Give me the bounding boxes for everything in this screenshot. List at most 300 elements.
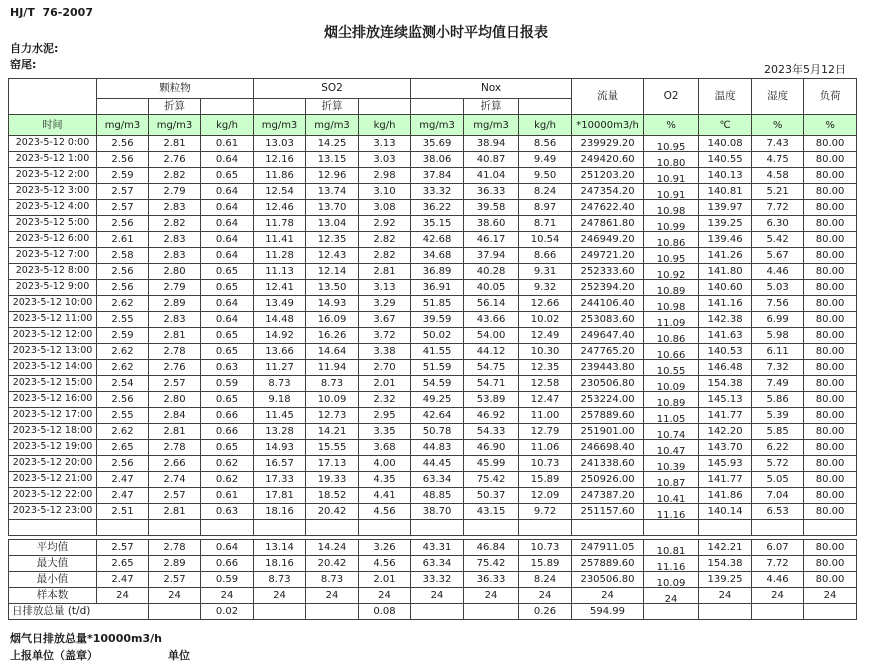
value-cell: 54.71: [464, 376, 519, 392]
value-cell: 239443.80: [572, 360, 644, 376]
value-cell: 9.72: [519, 504, 572, 520]
o2-value: 10.89: [656, 398, 686, 408]
value-cell: 46.17: [464, 232, 519, 248]
time-header-blank: [9, 79, 97, 115]
value-cell: 2.82: [359, 232, 411, 248]
value-cell: 17.13: [306, 456, 359, 472]
value-cell: 5.98: [752, 328, 804, 344]
value-cell: 141.63: [699, 328, 752, 344]
daily-total-cell: 594.99: [572, 604, 644, 620]
value-cell: 0.65: [201, 280, 254, 296]
value-cell: 39.59: [411, 312, 464, 328]
value-cell: 2.59: [97, 328, 149, 344]
value-cell: 2.58: [97, 248, 149, 264]
value-cell: 249420.60: [572, 152, 644, 168]
daily-total-cell: [149, 604, 201, 620]
humidity-header: 湿度: [752, 79, 804, 115]
blank-cell: [201, 520, 254, 536]
value-cell: 18.52: [306, 488, 359, 504]
value-cell: 139.46: [699, 232, 752, 248]
summary-value-cell: 15.89: [519, 556, 572, 572]
value-cell: 2.84: [149, 408, 201, 424]
summary-value-cell: 24: [306, 588, 359, 604]
time-cell: 2023-5-12 11:00: [9, 312, 97, 328]
o2-header: O2: [644, 79, 699, 115]
value-cell: 0.64: [201, 232, 254, 248]
value-cell: 2.82: [149, 168, 201, 184]
blank-cell: [254, 99, 306, 115]
value-cell: 37.84: [411, 168, 464, 184]
value-cell: 80.00: [804, 168, 857, 184]
time-cell: 2023-5-12 0:00: [9, 136, 97, 152]
value-cell: 10.54: [519, 232, 572, 248]
value-cell: 2.62: [97, 424, 149, 440]
time-cell: 2023-5-12 23:00: [9, 504, 97, 520]
summary-value-cell: 33.32: [411, 572, 464, 588]
time-cell: 2023-5-12 18:00: [9, 424, 97, 440]
value-cell: 251203.20: [572, 168, 644, 184]
value-cell: 35.69: [411, 136, 464, 152]
daily-total-cell: [411, 604, 464, 620]
summary-value-cell: 24: [359, 588, 411, 604]
value-cell: 2.78: [149, 440, 201, 456]
value-cell: 141.80: [699, 264, 752, 280]
value-cell: 7.04: [752, 488, 804, 504]
value-cell: 12.41: [254, 280, 306, 296]
unit-cell: %: [752, 115, 804, 136]
value-cell: 251901.00: [572, 424, 644, 440]
summary-value-cell: 24: [519, 588, 572, 604]
unit-cell: ℃: [699, 115, 752, 136]
value-cell: 2.56: [97, 136, 149, 152]
value-cell: 0.63: [201, 360, 254, 376]
value-cell: 6.53: [752, 504, 804, 520]
value-cell: 0.66: [201, 424, 254, 440]
value-cell: [644, 424, 699, 440]
value-cell: 80.00: [804, 328, 857, 344]
blank-cell: [804, 520, 857, 536]
value-cell: 5.05: [752, 472, 804, 488]
summary-value-cell: 18.16: [254, 556, 306, 572]
o2-value: 10.80: [656, 158, 686, 168]
summary-value-cell: 36.33: [464, 572, 519, 588]
value-cell: 43.66: [464, 312, 519, 328]
time-cell: 2023-5-12 22:00: [9, 488, 97, 504]
table-row: [9, 360, 857, 376]
value-cell: 2.82: [359, 248, 411, 264]
summary-value-cell: 4.56: [359, 556, 411, 572]
daily-total-cell: [699, 604, 752, 620]
value-cell: 0.64: [201, 248, 254, 264]
value-cell: 2.66: [149, 456, 201, 472]
daily-total-cell: [644, 604, 699, 620]
value-cell: 36.91: [411, 280, 464, 296]
value-cell: 0.63: [201, 504, 254, 520]
summary-value-cell: 24: [699, 588, 752, 604]
value-cell: 2.83: [149, 232, 201, 248]
o2-value: 10.95: [656, 254, 686, 264]
value-cell: 5.03: [752, 280, 804, 296]
table-row: [9, 200, 857, 216]
unit-cell: mg/m3: [464, 115, 519, 136]
value-cell: [644, 456, 699, 472]
value-cell: 35.15: [411, 216, 464, 232]
summary-row: [9, 572, 857, 588]
value-cell: 2.81: [149, 424, 201, 440]
summary-value-cell: 7.72: [752, 556, 804, 572]
value-cell: 2.61: [97, 232, 149, 248]
value-cell: 6.22: [752, 440, 804, 456]
value-cell: 2.55: [97, 408, 149, 424]
value-cell: 2.74: [149, 472, 201, 488]
blank-cell: [306, 520, 359, 536]
blank-cell: [572, 520, 644, 536]
value-cell: 13.74: [306, 184, 359, 200]
value-cell: 7.56: [752, 296, 804, 312]
value-cell: 44.45: [411, 456, 464, 472]
time-cell: 2023-5-12 5:00: [9, 216, 97, 232]
value-cell: 142.38: [699, 312, 752, 328]
converted-label: 折算: [464, 99, 519, 115]
value-cell: [644, 152, 699, 168]
o2-value: 10.99: [656, 222, 686, 232]
value-cell: 2.59: [97, 168, 149, 184]
header-row-groups: [9, 79, 857, 99]
value-cell: 0.66: [201, 408, 254, 424]
value-cell: 41.04: [464, 168, 519, 184]
value-cell: 2.81: [149, 504, 201, 520]
o2-value: 10.98: [656, 302, 686, 312]
value-cell: 44.83: [411, 440, 464, 456]
summary-value-cell: [644, 588, 699, 604]
summary-value-cell: 247911.05: [572, 540, 644, 556]
summary-rows: [9, 540, 857, 620]
value-cell: 247387.20: [572, 488, 644, 504]
value-cell: 0.64: [201, 200, 254, 216]
value-cell: 37.94: [464, 248, 519, 264]
time-cell: 2023-5-12 17:00: [9, 408, 97, 424]
unit-cell: mg/m3: [254, 115, 306, 136]
table-row: [9, 456, 857, 472]
value-cell: 0.65: [201, 264, 254, 280]
value-cell: 140.14: [699, 504, 752, 520]
value-cell: 13.04: [306, 216, 359, 232]
summary-value-cell: 80.00: [804, 572, 857, 588]
value-cell: 75.42: [464, 472, 519, 488]
value-cell: 10.73: [519, 456, 572, 472]
value-cell: 2.83: [149, 248, 201, 264]
summary-value-cell: 139.25: [699, 572, 752, 588]
daily-total-cell: [804, 604, 857, 620]
flow-header: 流量: [572, 79, 644, 115]
value-cell: 36.22: [411, 200, 464, 216]
o2-value: 10.86: [656, 238, 686, 248]
value-cell: 249647.40: [572, 328, 644, 344]
time-cell: 2023-5-12 6:00: [9, 232, 97, 248]
value-cell: 80.00: [804, 408, 857, 424]
value-cell: 2.81: [149, 136, 201, 152]
value-cell: 141.77: [699, 472, 752, 488]
time-cell: 2023-5-12 20:00: [9, 456, 97, 472]
value-cell: 80.00: [804, 152, 857, 168]
table-row: [9, 264, 857, 280]
value-cell: 56.14: [464, 296, 519, 312]
value-cell: 19.33: [306, 472, 359, 488]
value-cell: 0.65: [201, 440, 254, 456]
value-cell: 2.57: [149, 376, 201, 392]
value-cell: 13.49: [254, 296, 306, 312]
value-cell: 42.68: [411, 232, 464, 248]
summary-value-cell: 2.57: [149, 572, 201, 588]
value-cell: 51.85: [411, 296, 464, 312]
value-cell: 4.75: [752, 152, 804, 168]
value-cell: 230506.80: [572, 376, 644, 392]
value-cell: 252333.60: [572, 264, 644, 280]
value-cell: 2.51: [97, 504, 149, 520]
summary-value-cell: 10.73: [519, 540, 572, 556]
value-cell: [644, 296, 699, 312]
value-cell: 2.78: [149, 344, 201, 360]
value-cell: 2.83: [149, 200, 201, 216]
table-row: [9, 136, 857, 152]
summary-value-cell: 2.89: [149, 556, 201, 572]
value-cell: 40.87: [464, 152, 519, 168]
o2-value: 10.98: [656, 206, 686, 216]
value-cell: 10.30: [519, 344, 572, 360]
summary-row: [9, 588, 857, 604]
value-cell: 6.11: [752, 344, 804, 360]
value-cell: 14.48: [254, 312, 306, 328]
value-cell: 2.56: [97, 456, 149, 472]
summary-value-cell: 20.42: [306, 556, 359, 572]
group-nox: Nox: [411, 79, 572, 99]
o2-value: 11.16: [656, 562, 686, 572]
blank-cell: [149, 520, 201, 536]
summary-row: [9, 556, 857, 572]
value-cell: 42.64: [411, 408, 464, 424]
summary-value-cell: 43.31: [411, 540, 464, 556]
value-cell: 2.81: [359, 264, 411, 280]
table-row: [9, 424, 857, 440]
value-cell: [644, 248, 699, 264]
value-cell: 8.73: [254, 376, 306, 392]
value-cell: 3.68: [359, 440, 411, 456]
value-cell: 12.09: [519, 488, 572, 504]
value-cell: 7.43: [752, 136, 804, 152]
value-cell: 3.72: [359, 328, 411, 344]
value-cell: 2.79: [149, 280, 201, 296]
value-cell: 34.68: [411, 248, 464, 264]
value-cell: 2.55: [97, 312, 149, 328]
value-cell: 140.53: [699, 344, 752, 360]
value-cell: 2.95: [359, 408, 411, 424]
value-cell: 0.64: [201, 184, 254, 200]
value-cell: 2.01: [359, 376, 411, 392]
value-cell: 38.94: [464, 136, 519, 152]
summary-value-cell: 13.14: [254, 540, 306, 556]
summary-value-cell: 24: [804, 588, 857, 604]
value-cell: 247765.20: [572, 344, 644, 360]
value-cell: 11.27: [254, 360, 306, 376]
value-cell: 2.92: [359, 216, 411, 232]
summary-value-cell: 2.65: [97, 556, 149, 572]
value-cell: 2.76: [149, 360, 201, 376]
value-cell: 12.43: [306, 248, 359, 264]
value-cell: 10.09: [306, 392, 359, 408]
value-cell: 2.62: [97, 344, 149, 360]
table-row: [9, 168, 857, 184]
value-cell: 2.89: [149, 296, 201, 312]
summary-value-cell: 14.24: [306, 540, 359, 556]
unit-cell: kg/h: [519, 115, 572, 136]
value-cell: 140.60: [699, 280, 752, 296]
value-cell: 49.25: [411, 392, 464, 408]
value-cell: 141.77: [699, 408, 752, 424]
summary-value-cell: 63.34: [411, 556, 464, 572]
unit-cell: mg/m3: [149, 115, 201, 136]
value-cell: 14.21: [306, 424, 359, 440]
value-cell: 12.73: [306, 408, 359, 424]
summary-value-cell: 24: [149, 588, 201, 604]
value-cell: 54.00: [464, 328, 519, 344]
value-cell: 253224.00: [572, 392, 644, 408]
value-cell: 63.34: [411, 472, 464, 488]
value-cell: 145.13: [699, 392, 752, 408]
value-cell: 16.26: [306, 328, 359, 344]
o2-value: 10.66: [656, 350, 686, 360]
unit-cell: mg/m3: [97, 115, 149, 136]
summary-value-cell: 80.00: [804, 556, 857, 572]
summary-value-cell: 2.01: [359, 572, 411, 588]
summary-value-cell: [644, 540, 699, 556]
value-cell: 80.00: [804, 200, 857, 216]
value-cell: 53.89: [464, 392, 519, 408]
summary-value-cell: 24: [97, 588, 149, 604]
value-cell: 6.30: [752, 216, 804, 232]
value-cell: 252394.20: [572, 280, 644, 296]
value-cell: 18.16: [254, 504, 306, 520]
blank-cell: [411, 520, 464, 536]
table-row: [9, 488, 857, 504]
blank-cell: [464, 520, 519, 536]
value-cell: 3.67: [359, 312, 411, 328]
o2-value: 10.91: [656, 190, 686, 200]
time-cell: 2023-5-12 21:00: [9, 472, 97, 488]
value-cell: 5.21: [752, 184, 804, 200]
value-cell: [644, 344, 699, 360]
value-cell: 40.28: [464, 264, 519, 280]
value-cell: 3.29: [359, 296, 411, 312]
value-cell: 142.20: [699, 424, 752, 440]
daily-total-cell: 0.08: [359, 604, 411, 620]
value-cell: 46.90: [464, 440, 519, 456]
value-cell: 17.81: [254, 488, 306, 504]
value-cell: 2.83: [149, 312, 201, 328]
value-cell: 12.96: [306, 168, 359, 184]
summary-value-cell: 24: [752, 588, 804, 604]
value-cell: 2.47: [97, 472, 149, 488]
value-cell: 4.58: [752, 168, 804, 184]
value-cell: 4.41: [359, 488, 411, 504]
value-cell: 3.35: [359, 424, 411, 440]
converted-label: 折算: [149, 99, 201, 115]
time-cell: 2023-5-12 13:00: [9, 344, 97, 360]
blank-cell: [9, 520, 97, 536]
value-cell: 38.70: [411, 504, 464, 520]
value-cell: 41.55: [411, 344, 464, 360]
time-cell: 2023-5-12 7:00: [9, 248, 97, 264]
table-row: [9, 392, 857, 408]
value-cell: 12.54: [254, 184, 306, 200]
o2-value: 10.47: [656, 446, 686, 456]
time-cell: 2023-5-12 15:00: [9, 376, 97, 392]
value-cell: 0.61: [201, 488, 254, 504]
value-cell: 14.92: [254, 328, 306, 344]
value-cell: 5.72: [752, 456, 804, 472]
time-cell: 2023-5-12 10:00: [9, 296, 97, 312]
value-cell: 33.32: [411, 184, 464, 200]
load-header: 负荷: [804, 79, 857, 115]
value-cell: 139.97: [699, 200, 752, 216]
value-cell: 54.33: [464, 424, 519, 440]
o2-value: 11.09: [656, 318, 686, 328]
table-row: [9, 312, 857, 328]
value-cell: 5.67: [752, 248, 804, 264]
value-cell: 140.55: [699, 152, 752, 168]
value-cell: 17.33: [254, 472, 306, 488]
table-row: [9, 440, 857, 456]
value-cell: 80.00: [804, 296, 857, 312]
value-cell: 80.00: [804, 488, 857, 504]
value-cell: [644, 488, 699, 504]
summary-value-cell: [644, 556, 699, 572]
value-cell: 2.47: [97, 488, 149, 504]
blank-cell: [644, 520, 699, 536]
value-cell: 2.62: [97, 296, 149, 312]
value-cell: 2.98: [359, 168, 411, 184]
value-cell: 54.59: [411, 376, 464, 392]
value-cell: 246698.40: [572, 440, 644, 456]
value-cell: 139.25: [699, 216, 752, 232]
value-cell: 9.50: [519, 168, 572, 184]
time-cell: 2023-5-12 3:00: [9, 184, 97, 200]
value-cell: 0.62: [201, 472, 254, 488]
value-cell: [644, 504, 699, 520]
summary-value-cell: 230506.80: [572, 572, 644, 588]
value-cell: 3.13: [359, 280, 411, 296]
value-cell: 80.00: [804, 472, 857, 488]
summary-value-cell: 2.47: [97, 572, 149, 588]
value-cell: 14.93: [254, 440, 306, 456]
value-cell: 8.71: [519, 216, 572, 232]
unit-cell: *10000m3/h: [572, 115, 644, 136]
blank-cell: [359, 520, 411, 536]
value-cell: 0.62: [201, 456, 254, 472]
value-cell: 8.24: [519, 184, 572, 200]
summary-value-cell: 24: [254, 588, 306, 604]
value-cell: 50.78: [411, 424, 464, 440]
summary-value-cell: 75.42: [464, 556, 519, 572]
value-cell: [644, 216, 699, 232]
value-cell: 4.00: [359, 456, 411, 472]
value-cell: 3.03: [359, 152, 411, 168]
value-cell: 16.57: [254, 456, 306, 472]
blank-cell: [519, 520, 572, 536]
value-cell: 3.08: [359, 200, 411, 216]
blank-cell: [699, 520, 752, 536]
value-cell: 39.58: [464, 200, 519, 216]
value-cell: 253083.60: [572, 312, 644, 328]
